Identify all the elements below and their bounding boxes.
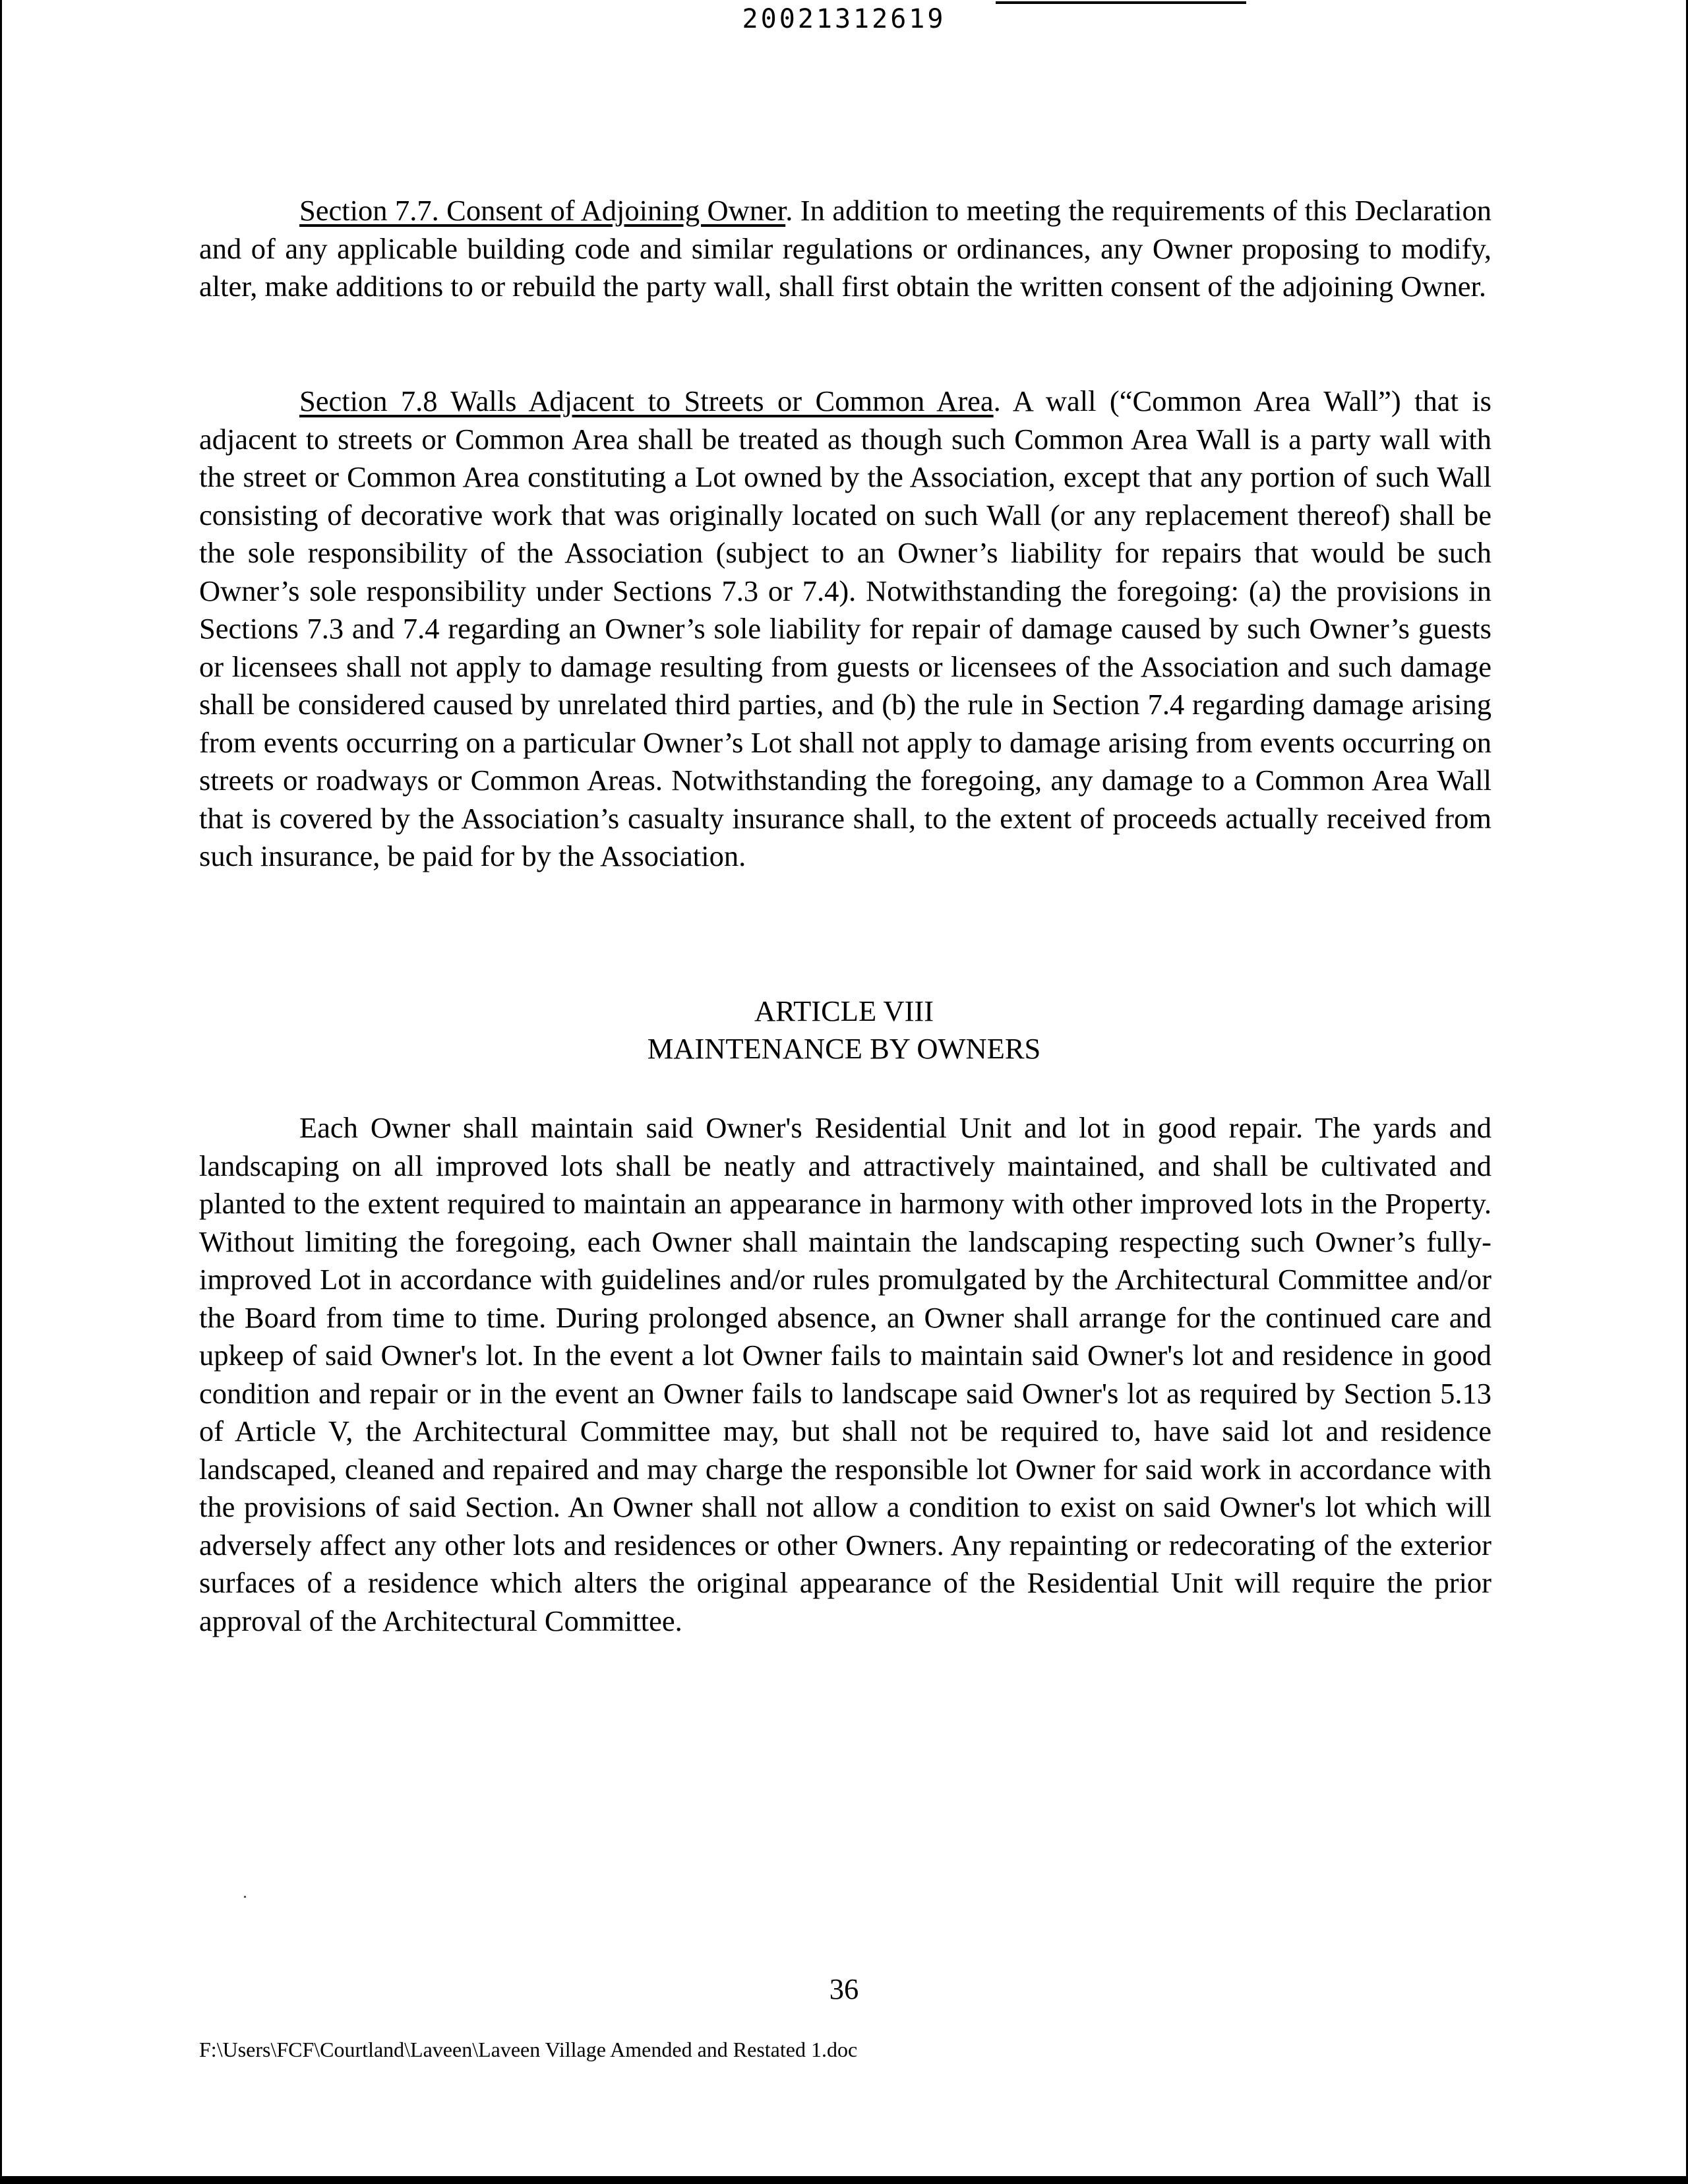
recording-number: 20021312619 [742,4,946,34]
file-path-footer: F:\Users\FCF\Courtland\Laveen\Laveen Village Amended and Restated 1.doc [199,2038,858,2061]
section-7-8-body: . A wall (“Common Area Wall”) that is adjacent to streets or Common Area shall be treated as though such Common Area Wall is a party wall with the street or Common Area constituting a Lot owned by the Association, except that any portion of such Wall consisting of decorative work that was originally located on such Wall (or any replacement thereof) shall be the sole responsibility of the Association (subject to an Owner’s liability for repairs that would be such Owner’s sole responsibility under Sections 7.3 or 7.4). Notwithstanding the foregoing: (a) the provisions in Sections 7.3 and 7.4 regarding an Owner’s sole liability for repair of damage caused by such Owner’s guests or licensees shall not apply to damage resulting from guests or licensees of the Association and such damage shall be considered caused by unrelated third parties, and (b) the rule in Section 7.4 regarding damage arising from events occurring on a particular Owner’s Lot shall not apply to damage arising from events occurring on streets or roadways or Common Areas. Notwithstanding the foregoing, any damage to a Common Area Wall that is covered by the Association’s casualty insurance shall, to the extent of proceeds actually received from such insurance, be paid for by the Association. [199,384,1492,872]
section-7-8-heading: Section 7.8 Walls Adjacent to Streets or Common Area [299,384,994,417]
section-7-8-paragraph [199,382,1492,876]
scan-speck [244,1896,246,1898]
section-7-7-body: . In addition to meeting the requirements of this Declaration and of any applicable building code and similar regulations or ordinances, any Owner proposing to modify, alter, make additions to or rebuild the party wall, shall first obtain the written consent of the adjoining Owner. [199,194,1492,303]
article-number: ARTICLE VIII [754,994,934,1027]
section-7-7-paragraph [199,192,1492,306]
article-8-body: Each Owner shall maintain said Owner's Residential Unit and lot in good repair. The yards and landscaping on all improved lots shall be neatly and attractively maintained, and shall be cultivated and planted to the extent required to maintain an appearance in harmony with other improved lots in the Property. Without limiting the foregoing, each Owner shall maintain the landscaping respecting such Owner’s fully-improved Lot in accordance with guidelines and/or rules promulgated by the Architectural Committee and/or the Board from time to time. During prolonged absence, an Owner shall arrange for the continued care and upkeep of said Owner's lot. In the event a lot Owner fails to maintain said Owner's lot and residence in good condition and repair or in the event an Owner fails to landscape said Owner's lot as required by Section 5.13 of Article V, the Architectural Committee may, but shall not be required to, have said lot and residence landscaped, cleaned and repaired and may charge the responsible lot Owner for said work in accordance with the provisions of said Section. An Owner shall not allow a condition to exist on said Owner's lot which will adversely affect any other lots and residences or other Owners. Any repainting or redecorating of the exterior surfaces of a residence which alters the original appearance of the Residential Unit will require the prior approval of the Architectural Committee. [199,1111,1492,1637]
article-8-paragraph [199,1109,1492,1640]
page-number: 36 [829,1972,859,2005]
section-7-7-heading: Section 7.7. Consent of Adjoining Owner [299,194,786,227]
scan-left-border [0,0,2,2184]
scan-bottom-border [0,2176,1688,2184]
article-title: MAINTENANCE BY OWNERS [647,1032,1041,1065]
